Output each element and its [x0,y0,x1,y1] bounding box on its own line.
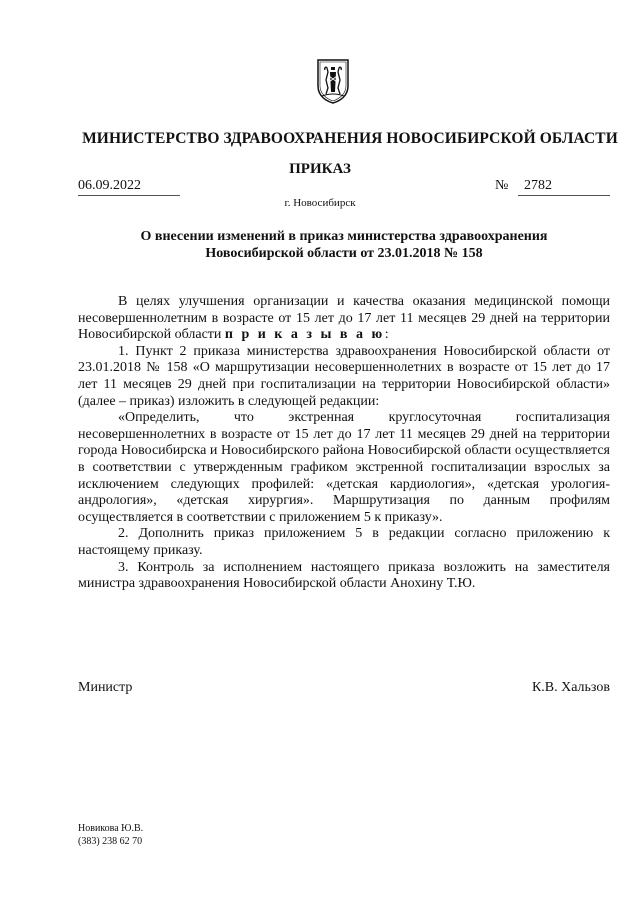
preamble-text: В целях улучшения организации и качества оказания медицинской помощи несовершеннолетним в возрасте от 15 лет до 17 лет 11 месяцев 29 дней на территории Новосибирской области [78,294,610,343]
paragraph-quote: «Определить, что экстренная круглосуточная госпитализация несовершеннолетних в возрасте от 15 лет до 17 лет 11 месяцев 29 дней на территории города Новосибирска и Новосибирского района Новосибирской области осуществляется в соответствии с утвержденным графиком экстренной госпитализации взрослых за исключением следующих профилей: «детская кардиология», «детская урология-андрология», «детская хирургия». Маршрутизация по данным профилям осуществляется в соответствии с приложением 5 к приказу». [78,410,610,525]
paragraph-preamble [78,294,610,344]
document-type: ПРИКАЗ [289,161,351,177]
city: г. Новосибирск [284,197,356,209]
order-date: 06.09.2022 [78,178,180,196]
number-sign: № [495,178,509,193]
preamble-colon: : [384,327,389,343]
coat-of-arms-icon [316,58,350,104]
order-heading [78,228,610,262]
signatory-name: К.В. Хальзов [531,680,610,695]
order-body [78,294,610,593]
paragraph-item-1: 1. Пункт 2 приказа министерства здравоохранения Новосибирской области от 23.01.2018 № 158 «О маршрутизации несовершеннолетних в возрасте от 15 лет до 17 лет 11 месяцев 29 дней при госпитализации на территории Новосибирской области» (далее – приказ) изложить в следующей редакции: [78,343,610,409]
executor-name: Новикова Ю.В. [78,823,144,834]
paragraph-item-3: 3. Контроль за исполнением настоящего приказа возложить на заместителя министра здравоохранения Новосибирской области Анохину Т.Ю. [78,559,610,592]
paragraph-item-2: 2. Дополнить приказ приложением 5 в редакции согласно приложению к настоящему приказу. [78,526,610,558]
executor-phone: (383) 238 62 70 [78,836,143,847]
signatory-title: Министр [78,680,133,695]
heading-line-2: Новосибирской области от 23.01.2018 № 158 [205,246,483,261]
heading-line-1: О внесении изменений в приказ министерства здравоохранения [140,229,548,244]
order-number: 2782 [518,178,610,196]
order-verb: п р и к а з ы в а ю [224,327,385,343]
executor-info [78,822,143,848]
ministry-name: МИНИСТЕРСТВО ЗДРАВООХРАНЕНИЯ НОВОСИБИРСКОЙ ОБЛАСТИ [82,130,618,147]
